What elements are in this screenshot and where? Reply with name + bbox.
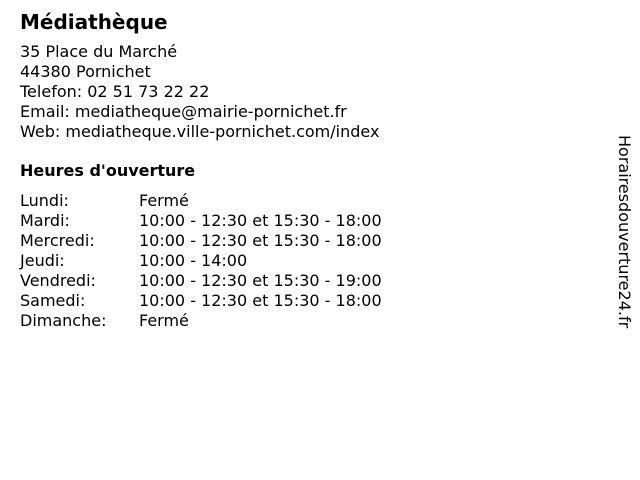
hours-day: Mardi: bbox=[20, 211, 70, 230]
address-line-1: 35 Place du Marché bbox=[20, 42, 178, 61]
hours-row-samedi bbox=[20, 291, 600, 311]
hours-time: 10:00 - 12:30 et 15:30 - 18:00 bbox=[139, 231, 382, 250]
place-title: Médiathèque bbox=[20, 10, 168, 34]
place-card bbox=[20, 8, 600, 331]
hours-time: 10:00 - 14:00 bbox=[139, 251, 248, 270]
hours-day: Jeudi: bbox=[20, 251, 65, 270]
hours-table bbox=[20, 191, 600, 331]
hours-day: Vendredi: bbox=[20, 271, 96, 290]
hours-row-lundi bbox=[20, 191, 600, 211]
hours-row-vendredi bbox=[20, 271, 600, 291]
email-line: Email: mediatheque@mairie-pornichet.fr bbox=[20, 102, 347, 121]
hours-time: 10:00 - 12:30 et 15:30 - 18:00 bbox=[139, 291, 382, 310]
hours-time: Fermé bbox=[139, 191, 189, 210]
address-line-2: 44380 Pornichet bbox=[20, 62, 151, 81]
hours-time: 10:00 - 12:30 et 15:30 - 19:00 bbox=[139, 271, 382, 290]
hours-row-jeudi bbox=[20, 251, 600, 271]
hours-day: Dimanche: bbox=[20, 311, 107, 330]
hours-row-mercredi bbox=[20, 231, 600, 251]
hours-time: 10:00 - 12:30 et 15:30 - 18:00 bbox=[139, 211, 382, 230]
hours-day: Samedi: bbox=[20, 291, 86, 310]
hours-day: Mercredi: bbox=[20, 231, 95, 250]
phone-line: Telefon: 02 51 73 22 22 bbox=[20, 82, 210, 101]
site-watermark: Horairesdouverture24.fr bbox=[615, 135, 634, 329]
hours-day: Lundi: bbox=[20, 191, 69, 210]
hours-row-mardi bbox=[20, 211, 600, 231]
hours-time: Fermé bbox=[139, 311, 189, 330]
web-line: Web: mediatheque.ville-pornichet.com/index bbox=[20, 122, 380, 141]
hours-heading: Heures d'ouverture bbox=[20, 161, 196, 180]
hours-row-dimanche bbox=[20, 311, 600, 331]
